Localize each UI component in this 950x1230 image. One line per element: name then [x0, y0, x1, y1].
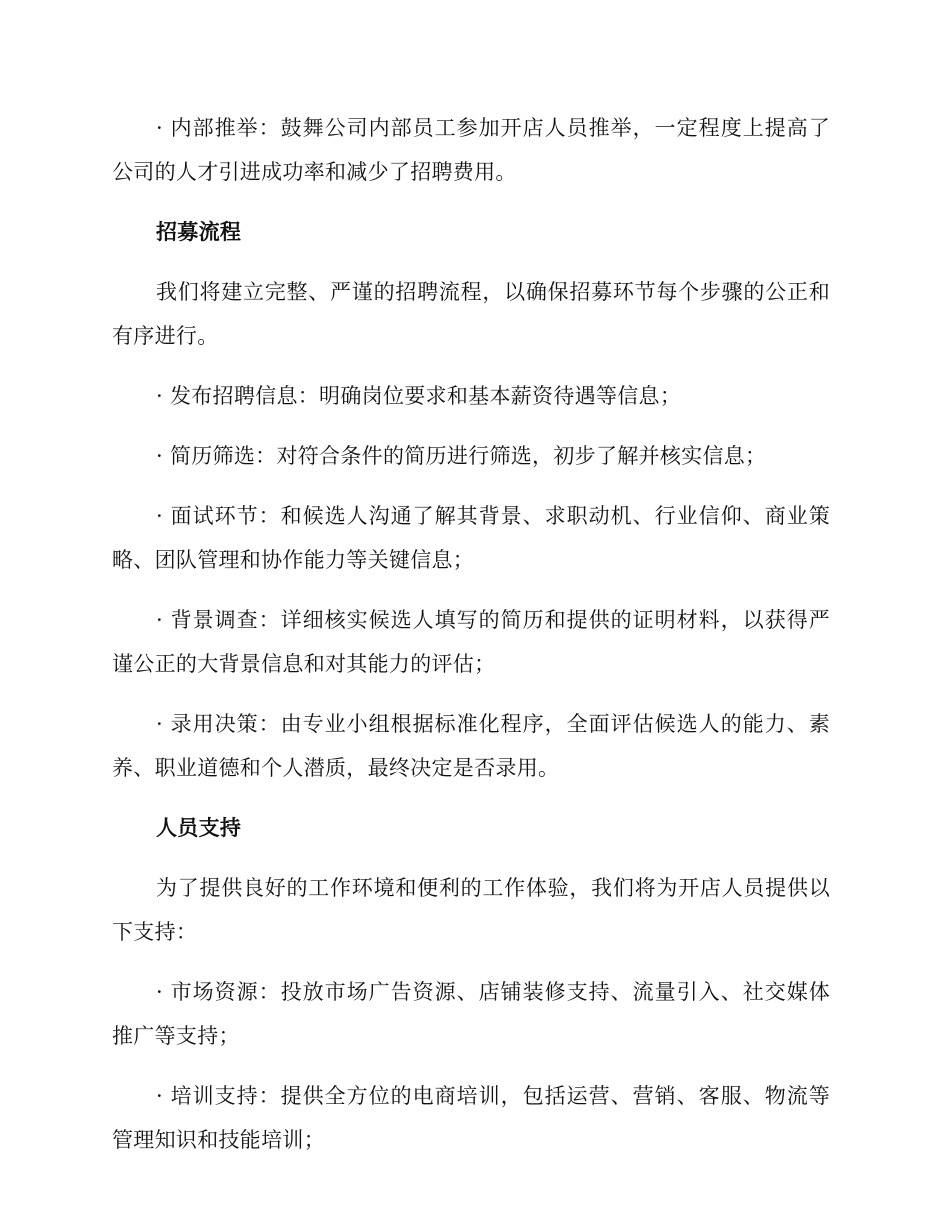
paragraph-background-check: · 背景调查：详细核实候选人填写的简历和提供的证明材料，以获得严谨公正的大背景信息和对其能力的评估；	[112, 608, 830, 676]
paragraph-support-intro: 为了提供良好的工作环境和便利的工作体验，我们将为开店人员提供以下支持：	[112, 876, 830, 944]
paragraph-process-intro: 我们将建立完整、严谨的招聘流程，以确保招募环节每个步骤的公正和有序进行。	[112, 280, 830, 348]
paragraph-training-support: · 培训支持：提供全方位的电商培训，包括运营、营销、客服、物流等管理知识和技能培训；	[112, 1084, 830, 1152]
heading-recruitment-process: 招募流程	[156, 220, 242, 244]
paragraph-publish-info: · 发布招聘信息：明确岗位要求和基本薪资待遇等信息；	[156, 384, 682, 408]
paragraph-interview: · 面试环节：和候选人沟通了解其背景、求职动机、行业信仰、商业策略、团队管理和协作能力等关键信息；	[112, 504, 830, 572]
paragraph-hiring-decision: · 录用决策：由专业小组根据标准化程序，全面评估候选人的能力、素养、职业道德和个人潜质，最终决定是否录用。	[112, 712, 830, 780]
paragraph-market-resources: · 市场资源：投放市场广告资源、店铺装修支持、流量引入、社交媒体推广等支持；	[112, 980, 830, 1048]
heading-staff-support: 人员支持	[156, 816, 242, 840]
paragraph-internal-referral: · 内部推举：鼓舞公司内部员工参加开店人员推举，一定程度上提高了公司的人才引进成功率和减少了招聘费用。	[112, 116, 830, 184]
document-body	[112, 106, 830, 1178]
paragraph-resume-screening: · 简历筛选：对符合条件的简历进行筛选，初步了解并核实信息；	[156, 444, 767, 468]
